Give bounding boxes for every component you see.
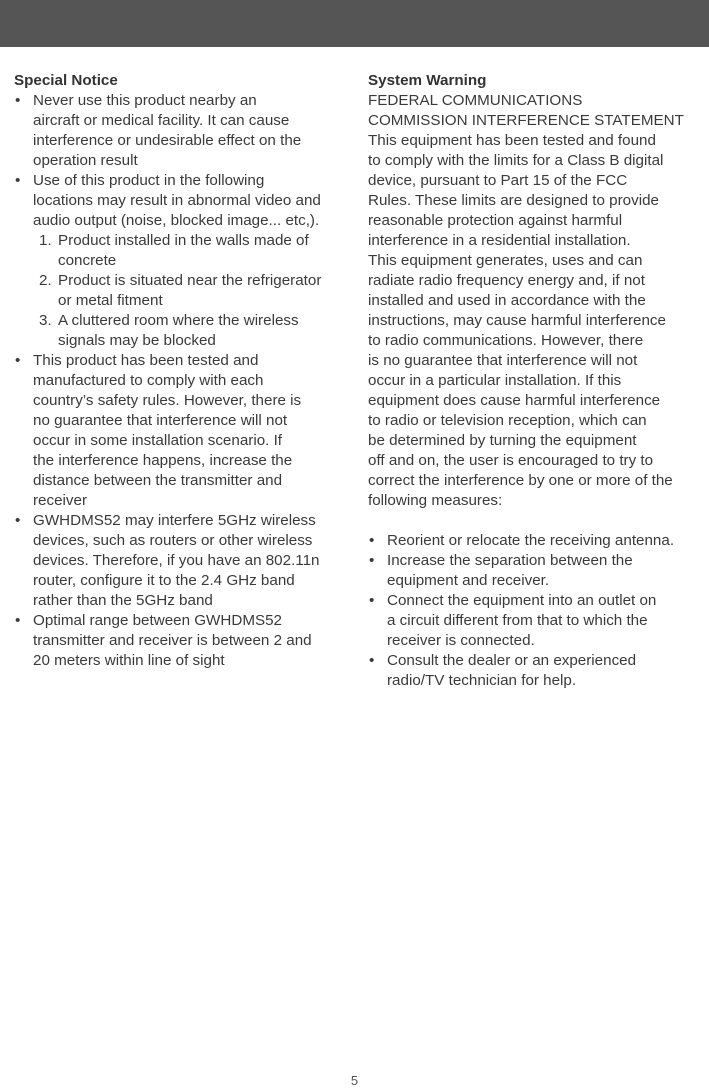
header-bar bbox=[0, 0, 709, 47]
text-line: signals may be blocked bbox=[58, 332, 216, 349]
text-line: aircraft or medical facility. It can cause bbox=[33, 112, 290, 129]
bullet-icon: • bbox=[15, 512, 21, 529]
text-line: receiver bbox=[33, 492, 88, 509]
text-line: or metal fitment bbox=[58, 292, 163, 309]
text-line: This equipment generates, uses and can bbox=[368, 252, 643, 269]
item-number: 3. bbox=[39, 312, 52, 329]
system-warning-heading: System Warning bbox=[368, 72, 487, 89]
bullet-icon: • bbox=[369, 652, 375, 669]
text-line: concrete bbox=[58, 252, 117, 269]
text-line: distance between the transmitter and bbox=[33, 472, 283, 489]
text-line: reasonable protection against harmful bbox=[368, 212, 623, 229]
text-line: is no guarantee that interference will not bbox=[368, 352, 638, 369]
text-line: locations may result in abnormal video and bbox=[33, 192, 321, 209]
text-line: interference or undesirable effect on the bbox=[33, 132, 302, 149]
bullet-icon: • bbox=[15, 172, 21, 189]
text-line: Product installed in the walls made of bbox=[58, 232, 309, 249]
list-item bbox=[14, 171, 344, 231]
item-number: 2. bbox=[39, 272, 52, 289]
text-line: Product is situated near the refrigerator bbox=[58, 272, 322, 289]
text-line: manufactured to comply with each bbox=[33, 372, 264, 389]
text-line: to radio or television reception, which can bbox=[368, 412, 647, 429]
list-item bbox=[14, 611, 344, 671]
text-line: devices. Therefore, if you have an 802.11n bbox=[33, 552, 320, 569]
text-line: occur in some installation scenario. If bbox=[33, 432, 283, 449]
text-line: off and on, the user is encouraged to try to bbox=[368, 452, 654, 469]
text-line: be determined by turning the equipment bbox=[368, 432, 637, 449]
text-line: the interference happens, increase the bbox=[33, 452, 293, 469]
item-number: 1. bbox=[39, 232, 52, 249]
special-notice-heading: Special Notice bbox=[14, 72, 118, 89]
text-line: country’s safety rules. However, there is bbox=[33, 392, 302, 409]
text-line: device, pursuant to Part 15 of the FCC bbox=[368, 172, 628, 189]
text-line: following measures: bbox=[368, 492, 503, 509]
bullet-icon: • bbox=[15, 352, 21, 369]
text-line: installed and used in accordance with the bbox=[368, 292, 646, 309]
page-number: 5 bbox=[350, 1073, 359, 1088]
special-notice-column bbox=[14, 71, 344, 671]
text-line: Consult the dealer or an experienced bbox=[387, 652, 637, 669]
text-line: COMMISSION INTERFERENCE STATEMENT bbox=[368, 112, 684, 129]
text-line: This equipment has been tested and found bbox=[368, 132, 656, 149]
bullet-icon: • bbox=[369, 552, 375, 569]
bullet-icon: • bbox=[15, 92, 21, 109]
text-line: A cluttered room where the wireless bbox=[58, 312, 299, 329]
list-item bbox=[14, 91, 344, 171]
text-line: receiver is connected. bbox=[387, 632, 535, 649]
numbered-item bbox=[39, 311, 344, 351]
text-line: to radio communications. However, there bbox=[368, 332, 644, 349]
text-line: operation result bbox=[33, 152, 138, 169]
text-line: Connect the equipment into an outlet on bbox=[387, 592, 657, 609]
system-warning-column bbox=[368, 71, 698, 691]
bullet-icon: • bbox=[369, 592, 375, 609]
list-item bbox=[368, 651, 698, 691]
text-line: interference in a residential installation. bbox=[368, 232, 631, 249]
numbered-sublist bbox=[14, 231, 344, 351]
fcc-statement bbox=[368, 91, 698, 511]
text-line: no guarantee that interference will not bbox=[33, 412, 288, 429]
text-line: Use of this product in the following bbox=[33, 172, 265, 189]
text-line: Reorient or relocate the receiving antenna. bbox=[387, 532, 675, 549]
text-line: audio output (noise, blocked image... etc,). bbox=[33, 212, 320, 229]
text-line: transmitter and receiver is between 2 and bbox=[33, 632, 312, 649]
text-line: occur in a particular installation. If this bbox=[368, 372, 622, 389]
list-item bbox=[14, 511, 344, 611]
text-line: 20 meters within line of sight bbox=[33, 652, 225, 669]
paragraph-spacer bbox=[368, 511, 698, 531]
text-line: rather than the 5GHz band bbox=[33, 592, 213, 609]
numbered-item bbox=[39, 271, 344, 311]
text-line: router, configure it to the 2.4 GHz band bbox=[33, 572, 295, 589]
text-line: Increase the separation between the bbox=[387, 552, 633, 569]
bullet-icon: • bbox=[369, 532, 375, 549]
text-line: radiate radio frequency energy and, if not bbox=[368, 272, 645, 289]
text-line: equipment and receiver. bbox=[387, 572, 550, 589]
list-item bbox=[14, 351, 344, 511]
text-line: to comply with the limits for a Class B digital bbox=[368, 152, 664, 169]
text-line: This product has been tested and bbox=[33, 352, 259, 369]
numbered-item bbox=[39, 231, 344, 271]
text-line: radio/TV technician for help. bbox=[387, 672, 577, 689]
list-item bbox=[368, 551, 698, 591]
list-item bbox=[368, 591, 698, 651]
bullet-icon: • bbox=[15, 612, 21, 629]
text-line: Optimal range between GWHDMS52 bbox=[33, 612, 283, 629]
text-line: GWHDMS52 may interfere 5GHz wireless bbox=[33, 512, 316, 529]
text-line: devices, such as routers or other wireless bbox=[33, 532, 313, 549]
text-line: Never use this product nearby an bbox=[33, 92, 257, 109]
text-line: FEDERAL COMMUNICATIONS bbox=[368, 92, 583, 109]
list-item bbox=[368, 531, 698, 551]
text-line: equipment does cause harmful interference bbox=[368, 392, 661, 409]
text-line: a circuit different from that to which the bbox=[387, 612, 648, 629]
text-line: Rules. These limits are designed to provide bbox=[368, 192, 659, 209]
text-line: instructions, may cause harmful interference bbox=[368, 312, 666, 329]
text-line: correct the interference by one or more of the bbox=[368, 472, 673, 489]
